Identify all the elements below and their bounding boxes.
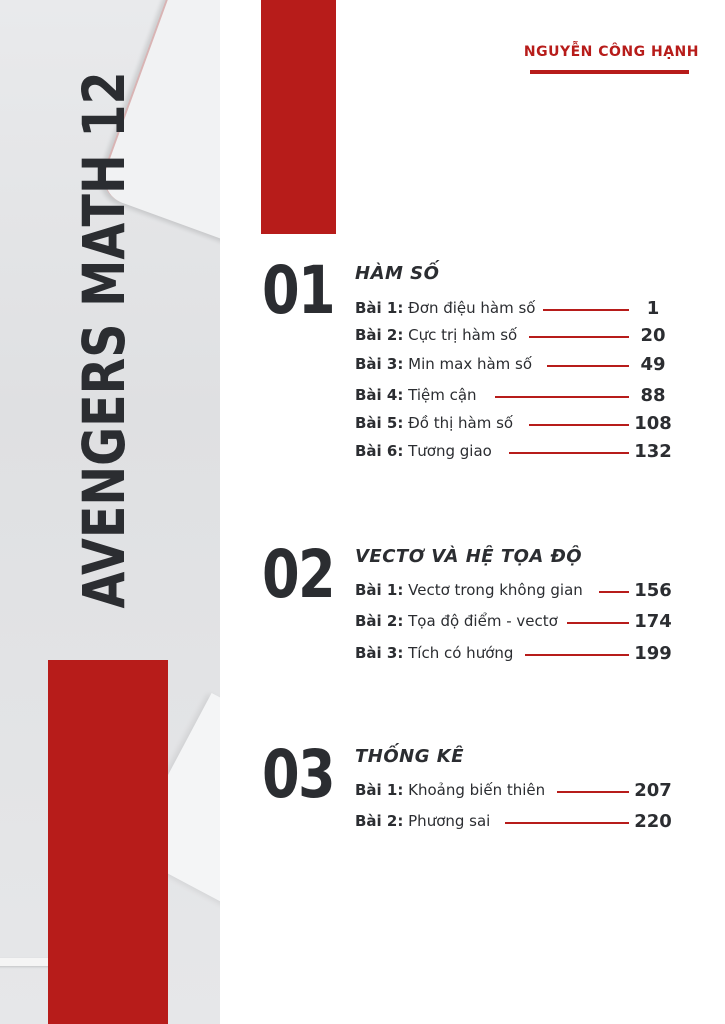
author-name: NGUYỄN CÔNG HẠNH xyxy=(523,44,699,60)
toc-entry[interactable] xyxy=(355,326,675,348)
page-number: 108 xyxy=(634,413,672,434)
leader-line xyxy=(529,424,629,426)
page-number: 174 xyxy=(634,611,672,632)
lesson-name: Tọa độ điểm - vectơ xyxy=(408,612,558,630)
lesson-label: Bài 2: xyxy=(355,812,404,830)
leader-line xyxy=(505,822,629,824)
toc-entry[interactable] xyxy=(355,414,675,436)
left-accent-bar xyxy=(48,660,168,1024)
section-title: THỐNG KÊ xyxy=(355,746,464,767)
page-number: 88 xyxy=(640,385,666,406)
lesson-label: Bài 3: xyxy=(355,355,404,373)
lesson-name: Vectơ trong không gian xyxy=(408,581,583,599)
leader-line xyxy=(543,309,629,311)
section-number: 03 xyxy=(262,736,335,813)
lesson-label: Bài 1: xyxy=(355,581,404,599)
section-number: 01 xyxy=(262,252,335,329)
lesson-name: Tích có hướng xyxy=(408,644,514,662)
leader-line xyxy=(529,336,629,338)
lesson-label: Bài 6: xyxy=(355,442,404,460)
lesson-label: Bài 2: xyxy=(355,326,404,344)
page-number: 20 xyxy=(640,325,666,346)
leader-line xyxy=(557,791,629,793)
page-number: 207 xyxy=(634,780,672,801)
leader-line xyxy=(495,396,629,398)
lesson-name: Tiệm cận xyxy=(408,386,477,404)
toc-entry[interactable] xyxy=(355,442,675,464)
page-number: 220 xyxy=(634,811,672,832)
book-title-text: AVENGERS MATH 12 xyxy=(70,71,138,609)
toc-entry[interactable] xyxy=(355,644,675,666)
lesson-label: Bài 4: xyxy=(355,386,404,404)
leader-line xyxy=(547,365,629,367)
toc-entry[interactable] xyxy=(355,612,675,634)
toc-entry[interactable] xyxy=(355,581,675,603)
lesson-label: Bài 3: xyxy=(355,644,404,662)
page-number: 132 xyxy=(634,441,672,462)
section-title: VECTƠ VÀ HỆ TỌA ĐỘ xyxy=(355,546,583,567)
section-title: HÀM SỐ xyxy=(355,263,440,284)
toc-entry[interactable] xyxy=(355,299,675,321)
author-underline xyxy=(530,70,689,74)
leader-line xyxy=(599,591,629,593)
top-accent-bar xyxy=(261,0,336,234)
lesson-name: Tương giao xyxy=(408,442,492,460)
page-number: 156 xyxy=(634,580,672,601)
book-title xyxy=(70,13,138,668)
toc-entry[interactable] xyxy=(355,781,675,803)
leader-line xyxy=(509,452,629,454)
page-number: 49 xyxy=(640,354,666,375)
lesson-name: Min max hàm số xyxy=(408,355,533,373)
toc-entry[interactable] xyxy=(355,355,675,377)
section-number: 02 xyxy=(262,536,335,613)
lesson-label: Bài 1: xyxy=(355,781,404,799)
leader-line xyxy=(567,622,629,624)
leader-line xyxy=(525,654,629,656)
lesson-name: Phương sai xyxy=(408,812,491,830)
lesson-name: Cực trị hàm số xyxy=(408,326,518,344)
lesson-name: Đồ thị hàm số xyxy=(408,414,514,432)
lesson-label: Bài 2: xyxy=(355,612,404,630)
lesson-name: Khoảng biến thiên xyxy=(408,781,546,799)
lesson-label: Bài 5: xyxy=(355,414,404,432)
lesson-name: Đơn điệu hàm số xyxy=(408,299,536,317)
lesson-label: Bài 1: xyxy=(355,299,404,317)
page-number: 199 xyxy=(634,643,672,664)
page-number: 1 xyxy=(646,298,660,319)
toc-entry[interactable] xyxy=(355,812,675,834)
toc-entry[interactable] xyxy=(355,386,675,408)
